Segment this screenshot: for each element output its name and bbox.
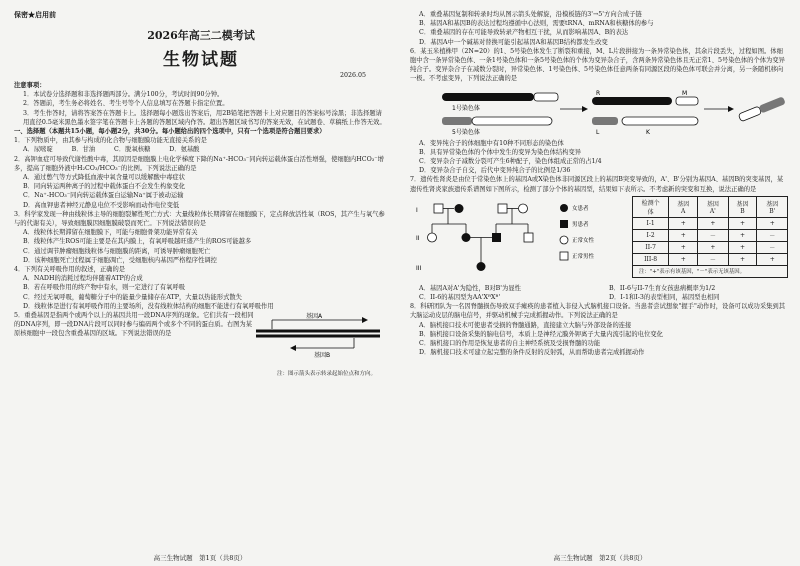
table-cell: II-7 [633, 241, 669, 253]
generation-label-ii: II [416, 234, 420, 242]
chromosome-5-label: 5号染色体 [452, 128, 480, 136]
legend-normal-male: 正常男性 [572, 253, 595, 260]
question-5-option-c: C．重叠基因的存在可能导致转录产物相互干扰，从而影响基因A、B的表达 [419, 29, 629, 37]
page-footer: 高三生物试题 第2页（共8页） [553, 554, 647, 562]
segment-m-label: M [682, 89, 688, 97]
legend-normal-male-symbol [560, 252, 568, 260]
gene-a-label: 基因A [306, 313, 323, 321]
fused-m-part [738, 106, 761, 122]
table-row [633, 241, 788, 253]
chromosome-figure [410, 87, 788, 137]
question-3-option-c: C．通过调节肿瘤细胞线粒体与细胞膜的距离，可诱导肿瘤细胞死亡 [23, 247, 211, 255]
legend-male-patient: 男患者 [572, 221, 589, 228]
question-2-option-a: A．通过憋气等方式降低血液中氧含量可以缓解酸中毒症状 [23, 174, 185, 182]
table-cell: + [669, 241, 698, 253]
table-cell: + [698, 241, 728, 253]
table-cell: + [757, 253, 788, 265]
pedigree-i-4 [519, 204, 528, 213]
question-3-stem: 3．科学家发现一种由线粒体主导的细胞裂解性死亡方式：大量线粒体长期滞留在细胞膜下，定点释放活性氧（ROS，其产生与氧气参与的代谢有关），导致细胞膜因细胞膜破裂而死亡。下列说法错误的是 [14, 210, 385, 228]
question-3-option-a: A．线粒体长期滞留在细胞膜下，可能与细胞骨架功能异常有关 [23, 229, 198, 237]
table-cell: + [728, 241, 757, 253]
abnormal-chromosome [738, 96, 786, 121]
table-cell: + [728, 253, 757, 265]
question-7-option-d: D．I-1和I-3的表型相同，基因型也相同 [609, 294, 720, 302]
pedigree-i-2 [455, 204, 464, 213]
table-cell: － [698, 229, 728, 241]
notice-item: 1．本试卷分选择题和非选择题两部分。满分100分，考试时间90分钟。 [23, 91, 224, 99]
pedigree-and-table [410, 196, 788, 282]
table-cell: － [757, 241, 788, 253]
chromosome-5-l-segment [442, 117, 472, 125]
question-1-stem: 1．下列物质中，由其参与构成的化合物与细胞膜功能无直接关系的是 [14, 137, 207, 145]
segment-r [592, 97, 672, 105]
page-2 [400, 0, 800, 566]
pedigree-i-3 [498, 204, 507, 213]
question-4-option-d: D．线粒体是进行有氧呼吸作用的主要场所，没有线粒体结构的细胞不能进行有氧呼吸作用 [23, 302, 274, 310]
question-6-option-b: B．具有异常染色体的个体中发生的变异为染色体结构变异 [419, 148, 582, 156]
table-cell: III-8 [633, 253, 669, 265]
genotype-table [632, 196, 788, 278]
question-4-option-c: C．经过无氧呼吸，葡萄糖分子中的能量少量储存在ATP，大量以热能形式散失 [23, 293, 242, 301]
notice-heading: 注意事项： [14, 82, 46, 89]
gene-b-arrowhead [290, 345, 296, 351]
exam-title: 2026年高三二模考试 [147, 29, 255, 42]
pedigree-ii-6 [462, 233, 471, 242]
table-cell: I-2 [633, 229, 669, 241]
table-header-row [633, 196, 788, 217]
question-8-option-b: B．脑机接口设备采集的脑电信号，本质上是神经元膜外钾离子大量内流引起的电位变化 [419, 330, 663, 338]
subject-title: 生物试题 [163, 50, 239, 70]
gene-a-arrowhead [362, 317, 368, 323]
pedigree-ii-8 [524, 233, 533, 242]
chromosome-diagram [410, 87, 790, 137]
legend-normal-female-symbol [560, 236, 568, 244]
question-5-option-d: D．基因A中一个碱基对替换可能引起基因A和基因B结构都发生改变 [419, 38, 608, 46]
question-3-option-b: B．线粒体产生ROS可能主要是在其内膜上，有氧呼吸越旺盛产生的ROS可能越多 [23, 238, 252, 246]
table-note: 注："+"表示有该基因，"－"表示无该基因。 [633, 265, 788, 277]
legend-female-patient: 女患者 [572, 205, 589, 212]
legend-female-patient-symbol [560, 204, 568, 212]
pedigree-chart [410, 196, 630, 282]
question-7-option-a: A．基因A对A'为隐性，B对B'为显性 [419, 284, 521, 292]
segment-k [622, 117, 698, 125]
table-header-cell: 检测个体 [633, 196, 669, 217]
question-3-option-d: D．该种细胞死亡过程属于细胞凋亡，受细胞核内基因严格程序性调控 [23, 256, 217, 264]
question-8-option-d: D．脑机接口技术可建立起完整的条件反射的反射弧，从而帮助患者完成抓握动作 [419, 349, 645, 357]
question-7-option-b: B．II-6与II-7生育女孩患病概率为1/2 [609, 284, 716, 292]
question-8-stem: 8．科研团队为一名因脊髓损伤导致双手瘫痪的患者植入非侵入式脑机接口设备。当患者尝试想象"握手"动作时，设备可以成功采集到其大脑运动皮层的脑电信号，并驱动机械手完成抓握动作。下列说法正确的是 [410, 303, 786, 320]
question-2-option-b: B．同向转运两种离子的过程中载体蛋白不会发生构象变化 [23, 183, 186, 191]
gene-b-label: 基因B [314, 352, 331, 360]
table-header-cell: 基因A' [698, 196, 728, 217]
segment-k-label: K [646, 128, 650, 136]
question-5-option-b: B．基因A和基因B的表达过程均遵循中心法则，需要tRNA、mRNA和核糖体的参与 [419, 20, 654, 28]
table-cell: I-1 [633, 217, 669, 229]
table-cell: + [757, 217, 788, 229]
question-7-options-row-2 [410, 293, 788, 302]
legend-male-patient-symbol [560, 220, 568, 228]
question-2-option-c: C．Na⁺-HCO₃⁻同向转运载体蛋白运输Na⁺属于被动运输 [23, 192, 184, 200]
figure-note: 注：图示箭头表示转录起始位点和方向。 [276, 370, 376, 377]
table-header-cell: 基因B [728, 196, 757, 217]
process-arrowhead-1 [582, 106, 588, 112]
overlap-gene-diagram [254, 311, 384, 359]
segment-m [676, 97, 698, 105]
section-heading: 一、选择题（本题共15小题，每小题2分，共30分。每小题给出的四个选项中，只有一个选项是符合题目要求） [14, 128, 326, 136]
chromosome-1-m-segment [534, 93, 558, 101]
fused-l-part [759, 96, 786, 113]
pedigree-iii-8 [477, 262, 486, 271]
legend-normal-female: 正常女性 [572, 237, 595, 244]
question-2-option-d: D．高血钾患者神经元静息电位不受影响而动作电位变低 [23, 201, 180, 209]
table-row [633, 217, 788, 229]
question-4-stem: 4．下列有关呼吸作用的叙述，正确的是 [14, 266, 126, 274]
pedigree-i-1 [434, 204, 443, 213]
question-7-options-row-1 [410, 284, 788, 293]
exam-date: 2026.05 [339, 72, 366, 79]
segment-l-label: L [596, 128, 600, 136]
table-row [633, 229, 788, 241]
overlap-gene-figure [254, 311, 384, 382]
table-cell: + [669, 253, 698, 265]
question-8-option-c: C．脑机接口的作用是恢复患者的自主神经系统及受损脊髓的功能 [419, 340, 601, 348]
chromosome-1-label: 1号染色体 [452, 104, 480, 112]
table-cell: + [728, 217, 757, 229]
page-footer: 高三生物试题 第1页（共8页） [153, 554, 247, 562]
table-cell: － [757, 229, 788, 241]
confidential-mark: 保密★启用前 [14, 10, 56, 19]
table-header-cell: 基因A [669, 196, 698, 217]
question-6-option-a: A．变异纯合子的体细胞中有10种不同形态的染色体 [419, 139, 564, 147]
table-cell: + [728, 229, 757, 241]
segment-l [592, 117, 618, 125]
table-cell: － [698, 253, 728, 265]
notice-item: 3．考生作答时，请将答案答在答题卡上。选择题每小题选出答案后，用2B铅笔把答题卡上对应题目的答案标号涂黑；非选择题请用直径0.5毫米黑色墨水签字笔在答题卡上各题的答题区域内作答。超出答题区域书写的答案无效，在试题卷、草稿纸上作答无效。 [23, 109, 386, 126]
question-6-option-d: D．变异杂合子自交，后代中变异纯合子的比例是1/36 [419, 167, 571, 175]
question-8-option-a: A．脑机接口技术可使患者受损的脊髓通路，直接建立大脑与外部设备的连接 [419, 321, 632, 329]
pedigree-ii-7 [492, 233, 501, 242]
question-5-stem: 5．重叠基因是指两个或两个以上的基因共用一段DNA序列的现象。它们共有一段相同的DNA序列，即一段DNA片段可以同时参与编码两个或多个不同的蛋白质。右图为某原核细胞中一段包含重叠基因的区域。下列说法错误的是 [14, 312, 254, 338]
generation-label-iii: III [416, 264, 422, 272]
question-4-option-b: B．若在呼吸作用的终产物中有水，则一定进行了有氧呼吸 [23, 284, 186, 292]
table-cell: + [698, 217, 728, 229]
question-6-option-c: C．变异杂合子减数分裂可产生6种配子，染色体组成正常的占1/4 [419, 158, 602, 166]
question-5-option-a: A．重叠基因复制和转录时均从图示箭头处解旋，沿模板链的3'→5'方向合成子链 [419, 11, 642, 18]
process-arrowhead-2 [728, 106, 734, 112]
question-7-option-c: C．II-6的基因型为AA'XᴮXᴮ' [419, 294, 501, 302]
table-note-row [633, 265, 788, 277]
table-row [633, 253, 788, 265]
chromosome-5-arm [472, 117, 552, 125]
table-header-cell: 基因B' [757, 196, 788, 217]
question-5-block [14, 311, 388, 382]
question-4-option-a: A．NADH的消耗过程均伴随着ATP的合成 [23, 275, 143, 283]
table-cell: + [669, 229, 698, 241]
segment-r-label: R [596, 89, 601, 97]
question-6-stem: 6．某玉米植株甲（2N=20）的1、5号染色体发生了断裂和重接，M、L片段拼接为一条异常染色体，其余片段丢失，过程如图。体细胞中含一条异常染色体、一条1号染色体和一条5号染色体的个体为变异杂合子，含两条异常染色体且无正常1、5号染色体的个体为变异纯合子。变异杂合子在减数分裂时，异常染色体、1号染色体、5号染色体任意两条有同源区段的染色体可联会并分离，另一条随机移向一极。不考虑变异，下列说法正确的是 [410, 47, 785, 83]
question-2-stem: 2．高钾血症可导致代谢性酸中毒，其原因是细胞膜上电化学梯度下降的Na⁺-HCO₃⁻同向转运载体蛋白活性增强，使细胞内HCO₃⁻增多，提高了细胞外液中H₂CO₃/HCO₃⁻的比例。下列说法正确的是 [14, 155, 384, 172]
notice-item: 2．答题前，考生务必将姓名、考生号等个人信息填写在答题卡指定位置。 [23, 100, 229, 108]
question-7-stem: 7．遗传性肾炎是由位于常染色体上的基因A或X染色体非同源区段上的基因B突变导致的，A'、B'分别为基因A、基因B的突变基因，某遗传性肾炎家族遗传系谱图如下图所示，检测了部分个体的基因型，结果如下表所示。不考虑新的突变和互换，说法正确的是 [410, 176, 784, 193]
table-cell: + [669, 217, 698, 229]
generation-label-i: I [416, 206, 418, 214]
chromosome-1-arm [442, 93, 534, 101]
question-1-options: A．尿嘧啶 B．甘油 C．脱氧核糖 D．氨基酸 [23, 146, 200, 154]
pedigree-ii-5 [428, 233, 437, 242]
